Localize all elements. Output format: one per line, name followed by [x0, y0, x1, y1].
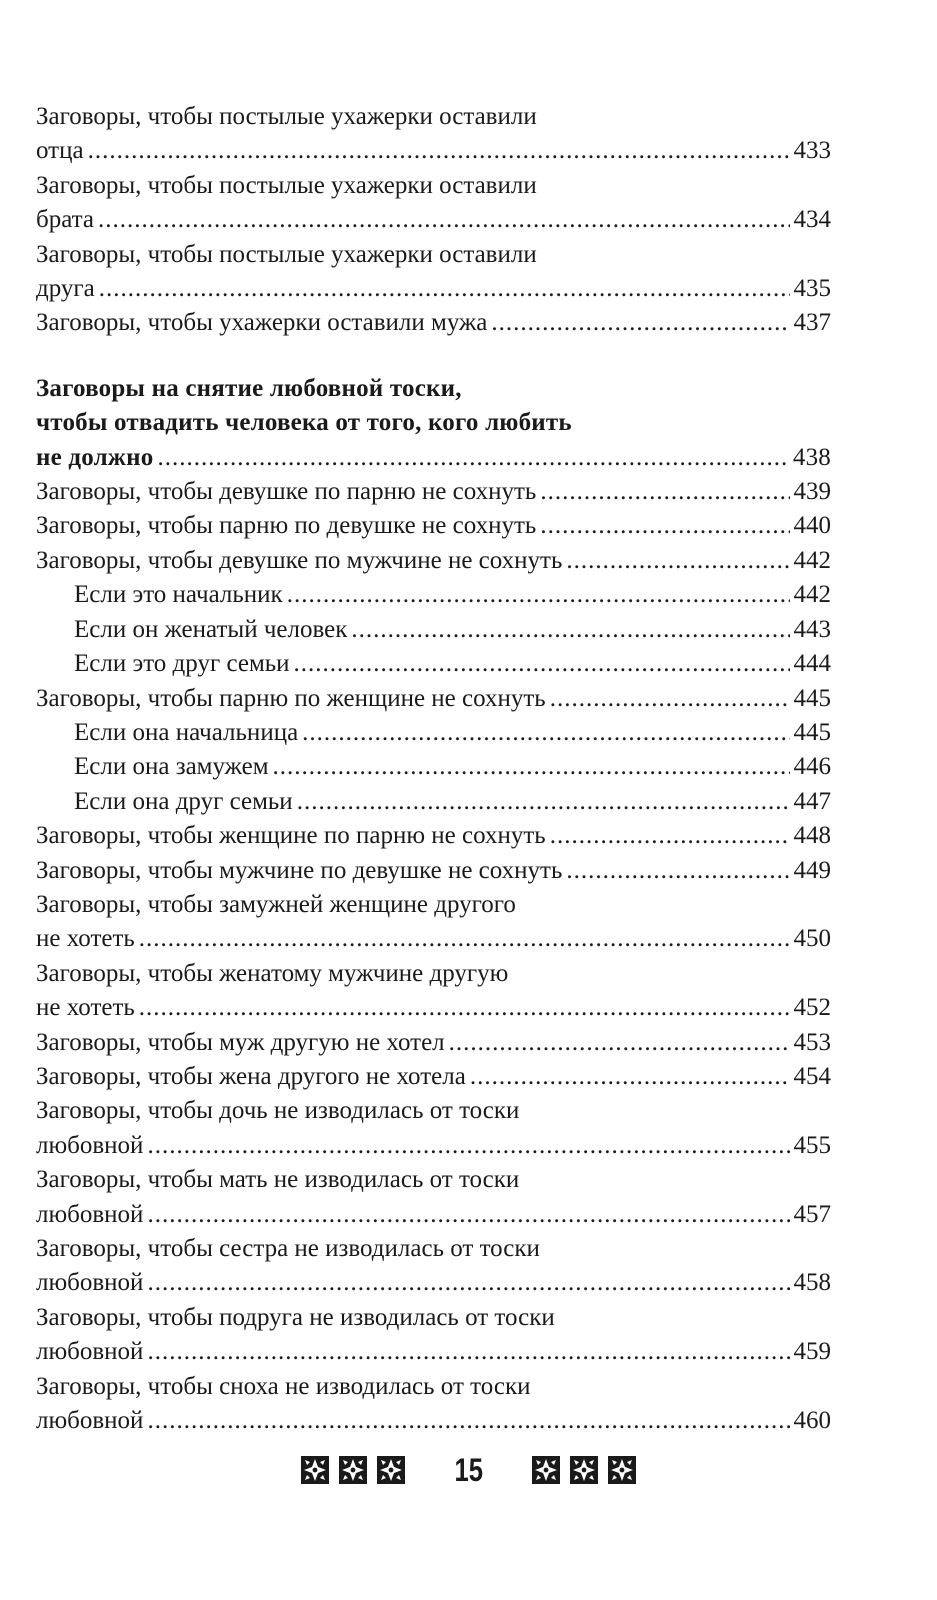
toc-entry-title: Заговоры, чтобы мужчине по девушке не сохнуть	[36, 856, 563, 884]
toc-entry-title: Заговоры, чтобы парню по девушке не сохнуть	[36, 512, 537, 540]
toc-entry	[36, 1163, 831, 1232]
toc-page-number: 446	[793, 753, 831, 781]
star-ornament-icon	[301, 1456, 329, 1484]
toc-entry-title: Заговоры, чтобы сноха не изводилась от тоски	[36, 1372, 531, 1400]
toc-page-number: 450	[793, 925, 831, 953]
toc-entry-title: Заговоры, чтобы ухажерки оставили мужа	[36, 309, 488, 337]
toc-entry-title: не хотеть	[36, 994, 135, 1022]
toc-entry-title: отца	[36, 137, 84, 165]
toc-page-number: 444	[793, 650, 831, 678]
toc-entry	[36, 475, 831, 509]
dot-leader	[287, 578, 790, 612]
toc-entry-title: Заговоры, чтобы подруга не изводилась от тоски	[36, 1303, 555, 1331]
dot-leader	[566, 854, 789, 888]
star-ornament-icon	[339, 1456, 367, 1484]
toc-page-number: 445	[793, 684, 831, 712]
toc-entry-title: Заговоры, чтобы постылые ухажерки оставили	[36, 240, 537, 268]
toc-page-number: 458	[793, 1269, 831, 1297]
table-of-contents	[36, 100, 831, 1438]
toc-entry	[36, 238, 831, 307]
toc-entry	[36, 169, 831, 238]
toc-entry-title: Если она друг семьи	[74, 787, 293, 815]
toc-entry-title: чтобы отвадить человека от того, кого любить	[36, 409, 572, 437]
toc-entry-title: Заговоры, чтобы постылые ухажерки оставили	[36, 103, 537, 130]
dot-leader	[294, 647, 790, 681]
dot-leader	[540, 475, 789, 509]
toc-entry-title: Если она начальница	[74, 718, 299, 746]
toc-page-number: 448	[793, 822, 831, 850]
dot-leader	[540, 509, 789, 543]
star-ornament-icon	[532, 1456, 560, 1484]
toc-page-number: 435	[793, 275, 831, 303]
toc-entry-title: Если это начальник	[74, 581, 283, 609]
toc-entry	[36, 1232, 831, 1301]
toc-page-number: 445	[793, 718, 831, 746]
toc-entry-title: Заговоры, чтобы муж другую не хотел	[36, 1028, 445, 1056]
toc-page-number: 457	[793, 1200, 831, 1228]
toc-entry	[36, 888, 831, 957]
toc-entry-title: друга	[36, 275, 95, 303]
dot-leader	[550, 682, 790, 716]
toc-entry	[36, 1370, 831, 1439]
dot-leader	[88, 134, 790, 168]
toc-entry-title: любовной	[36, 1407, 144, 1435]
dot-leader	[99, 272, 790, 306]
toc-entry	[36, 306, 831, 340]
toc-page-number: 433	[793, 137, 831, 165]
dot-leader	[139, 991, 790, 1025]
toc-entry-title: не хотеть	[36, 925, 135, 953]
toc-entry-title: Заговоры, чтобы жена другого не хотела	[36, 1062, 466, 1090]
toc-entry	[36, 100, 831, 169]
toc-entry-title: любовной	[36, 1131, 144, 1159]
dot-leader	[147, 1335, 789, 1369]
toc-entry-title: Если он женатый человек	[74, 615, 348, 643]
toc-entry-title: любовной	[36, 1269, 144, 1297]
toc-subentry	[36, 785, 831, 819]
star-ornament-icon	[608, 1456, 636, 1484]
toc-entry	[36, 509, 831, 543]
toc-subentry	[36, 613, 831, 647]
toc-page-number: 443	[793, 615, 831, 643]
dot-leader	[351, 613, 789, 647]
toc-entry-title: брата	[36, 206, 94, 234]
toc-page-number: 437	[793, 309, 831, 337]
page-number: 15	[454, 1451, 483, 1488]
toc-subentry	[36, 647, 831, 681]
toc-entry-title: любовной	[36, 1200, 144, 1228]
dot-leader	[470, 1060, 790, 1094]
toc-page-number: 455	[793, 1131, 831, 1159]
toc-entry-title: Заговоры на снятие любовной тоски,	[36, 374, 462, 402]
dot-leader	[273, 750, 790, 784]
toc-entry-title: Если она замужем	[74, 753, 269, 781]
toc-entry	[36, 1026, 831, 1060]
toc-page-number: 440	[793, 512, 831, 540]
toc-entry-title: Заговоры, чтобы женатому мужчине другую	[36, 959, 509, 987]
dot-leader	[147, 1404, 789, 1438]
toc-entry	[36, 854, 831, 888]
toc-page-number: 460	[793, 1407, 831, 1435]
dot-leader	[302, 716, 789, 750]
toc-entry-title: любовной	[36, 1338, 144, 1366]
toc-entry-title: Если это друг семьи	[74, 650, 290, 678]
toc-page-number: 447	[793, 787, 831, 815]
toc-entry-title: Заговоры, чтобы замужней женщине другого	[36, 890, 516, 918]
toc-entry	[36, 1060, 831, 1094]
toc-entry-title: Заговоры, чтобы девушке по мужчине не сохнуть	[36, 546, 563, 574]
dot-leader	[147, 1266, 789, 1300]
toc-page-number: 449	[793, 856, 831, 884]
dot-leader	[566, 544, 789, 578]
dot-leader	[550, 819, 790, 853]
star-ornament-icon	[377, 1456, 405, 1484]
toc-entry-title: Заговоры, чтобы постылые ухажерки оставили	[36, 171, 537, 199]
toc-page-number: 442	[793, 581, 831, 609]
toc-page-number: 453	[793, 1028, 831, 1056]
toc-subentry	[36, 750, 831, 784]
dot-leader	[449, 1026, 790, 1060]
toc-subentry	[36, 716, 831, 750]
dot-leader	[297, 785, 790, 819]
toc-entry	[36, 544, 831, 578]
toc-page-number: 439	[793, 478, 831, 506]
toc-page-number: 452	[793, 994, 831, 1022]
toc-entry	[36, 682, 831, 716]
toc-subentry	[36, 578, 831, 612]
toc-entry-title: Заговоры, чтобы мать не изводилась от тоски	[36, 1166, 520, 1194]
toc-page-number: 434	[793, 206, 831, 234]
toc-page-number: 438	[792, 443, 831, 471]
dot-leader	[157, 441, 788, 475]
toc-section-heading	[36, 372, 831, 475]
toc-entry-title: Заговоры, чтобы дочь не изводилась от тоски	[36, 1097, 520, 1125]
toc-entry	[36, 819, 831, 853]
toc-entry	[36, 1301, 831, 1370]
toc-entry	[36, 1094, 831, 1163]
page-footer	[0, 1450, 937, 1490]
dot-leader	[147, 1198, 789, 1232]
toc-page-number: 442	[793, 546, 831, 574]
toc-entry-title: Заговоры, чтобы парню по женщине не сохнуть	[36, 684, 546, 712]
toc-page-number: 459	[793, 1338, 831, 1366]
dot-leader	[147, 1129, 789, 1163]
toc-page-number: 454	[793, 1062, 831, 1090]
dot-leader	[139, 922, 790, 956]
star-ornament-icon	[570, 1456, 598, 1484]
dot-leader	[491, 306, 789, 340]
toc-entry	[36, 957, 831, 1026]
toc-entry-title: Заговоры, чтобы женщине по парню не сохнуть	[36, 822, 546, 850]
dot-leader	[98, 203, 790, 237]
toc-entry-title: Заговоры, чтобы девушке по парню не сохнуть	[36, 478, 537, 506]
toc-entry-title: Заговоры, чтобы сестра не изводилась от тоски	[36, 1235, 540, 1262]
toc-entry-title: не должно	[36, 443, 154, 471]
